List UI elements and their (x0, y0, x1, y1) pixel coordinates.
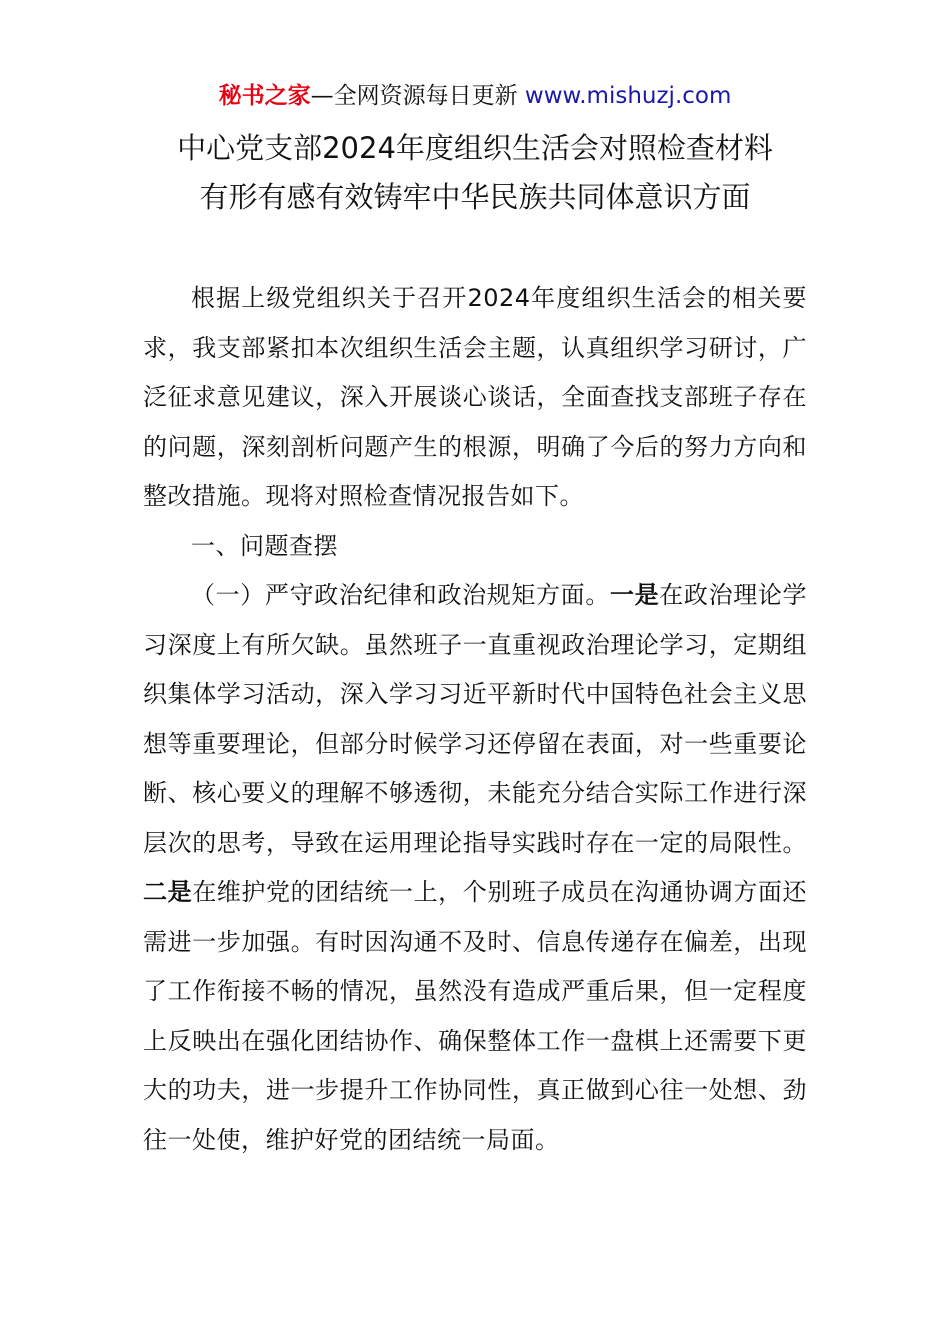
site-brand: 秘书之家 (218, 83, 311, 109)
document-title-line-2: 有形有感有效铸牢中华民族共同体意识方面 (199, 180, 751, 214)
section-heading: 一、问题查摆 (191, 531, 338, 560)
point-text-1: 在政治理论学习深度上有所欠缺。虽然班子一直重视政治理论学习，定期组织集体学习活动，深入学习习近平新时代中国特色社会主义思想等重要理论，但部分时候学习还停留在表面，对一些重要论断、核心要义的理解不够透彻，未能充分结合实际工作进行深层次的思考，导致在运用理论指导实践时存在一定的局限性。 (143, 581, 808, 857)
site-url-link[interactable]: www.mishuzj.com (524, 83, 732, 109)
section-1-paragraph (143, 571, 807, 1165)
document-body (143, 274, 807, 1165)
site-header (0, 80, 950, 112)
site-tagline: —全网资源每日更新 (310, 83, 518, 109)
document-title-line-1: 中心党支部2024年度组织生活会对照检查材料 (177, 131, 773, 165)
intro-paragraph: 根据上级党组织关于召开2024年度组织生活会的相关要求，我支部紧扣本次组织生活会主题，认真组织学习研讨，广泛征求意见建议，深入开展谈心谈话，全面查找支部班子存在的问题，深刻剖析问题产生的根源，明确了今后的努力方向和整改措施。现将对照检查情况报告如下。 (143, 284, 807, 510)
point-marker-2: 二是 (143, 878, 193, 906)
subsection-lead: （一）严守政治纪律和政治规矩方面。 (191, 581, 610, 609)
point-text-2: 在维护党的团结统一上，个别班子成员在沟通协调方面还需进一步加强。有时因沟通不及时、信息传递存在偏差，出现了工作衔接不畅的情况，虽然没有造成严重后果，但一定程度上反映出在强化团结协作、确保整体工作一盘棋上还需要下更大的功夫，进一步提升工作协同性，真正做到心往一处想、劲往一处使，维护好党的团结统一局面。 (143, 878, 808, 1154)
point-marker-1: 一是 (609, 581, 660, 609)
